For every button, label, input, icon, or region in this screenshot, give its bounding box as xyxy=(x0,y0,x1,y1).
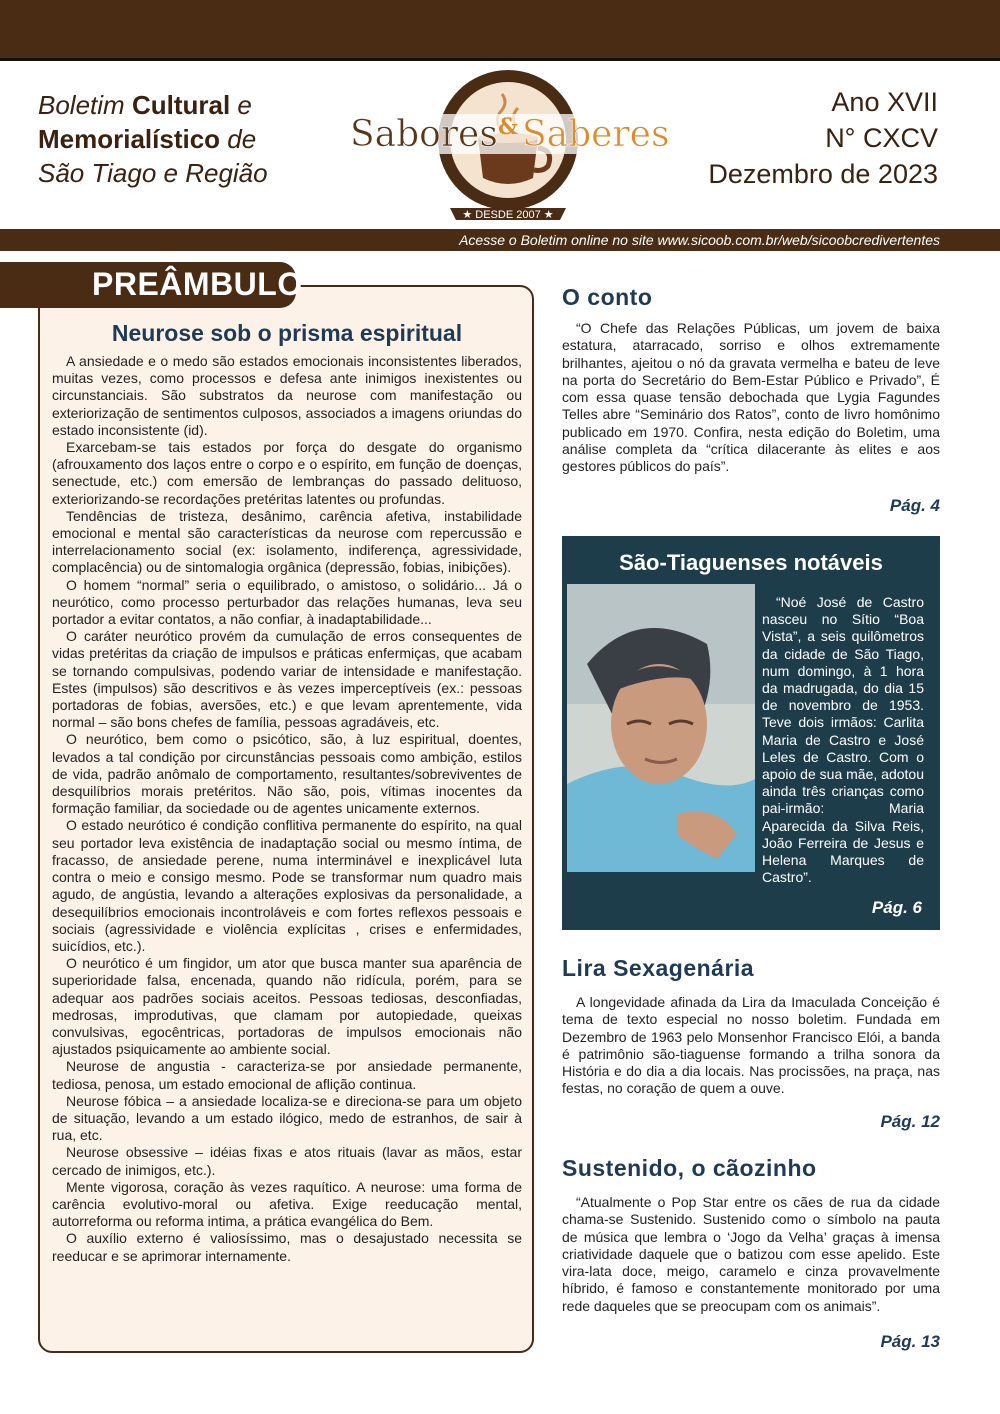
notaveis-title: São-Tiaguenses notáveis xyxy=(619,550,883,575)
lira-page-link[interactable]: Pág. 12 xyxy=(880,1112,940,1131)
masthead-line2-end: de xyxy=(227,124,257,154)
conto-title: O conto xyxy=(562,284,653,310)
preambulo-label: PREÂMBULO xyxy=(92,266,303,302)
paragraph: Neurose obsessive – idéias fixas e atos rituais (lavar as mãos, estar cercado de inimigos, etc.). xyxy=(52,1144,522,1178)
notaveis-page-link[interactable]: Pág. 6 xyxy=(871,898,922,917)
logo-ampersand: & xyxy=(498,114,518,140)
portrait-photo xyxy=(567,584,755,872)
paragraph: Neurose fóbica – a ansiedade localiza-se e direciona-se para um objeto de situação, levando a um estado ilógico, medo de estranhos, de sair à rua, etc. xyxy=(52,1092,522,1144)
conto-body xyxy=(562,320,940,476)
paragraph: A ansiedade e o medo são estados emocionais inconsistentes liberados, muitas vezes, como processos e defesa ante inimigos inexistentes ou circunstanciais. São substratos da neurose com manifestação ou exteriorização de sentimentos culposos, associados a imagens oriundas do estado inconsistente (id). xyxy=(52,353,522,438)
lira-body xyxy=(562,994,940,1098)
site-link[interactable]: Acesse o Boletim online no site www.sicoob.com.br/web/sicoobcredivertentes xyxy=(459,232,940,248)
paragraph: Neurose de angustia - caracteriza-se por ansiedade permanente, tediosa, penosa, um estado emocional de aflição continua. xyxy=(52,1058,522,1092)
paragraph: O caráter neurótico provém da cumulação de erros consequentes de vidas pretéritas da criação de impulsos e práticas enfermiças, que acabam se tornando compulsivas, podendo variar de intensidade e manifestação. Estes (impulsos) são descritivos e às vezes imperceptíveis (ex.: pessoas portadoras de fobias, aversões, etc.) e que levam aprentemente, vida normal – são bons chefes de família, pessoas agradáveis, etc. xyxy=(52,628,522,731)
paragraph: O neurótico é um fingidor, um ator que busca manter sua aparência de superioridade falsa, encenada, quando não ridícula, porém, para se adequar aos padrões sociais aceitos. Pessoas tediosas, desconfiadas, medrosas, improdutivas, que clamam por autopiedade, queixas convulsivas, egocêntricas, portadoras de impulsos emocionais não ajustados psiquicamente ao ambiente social. xyxy=(52,955,522,1058)
preambulo-tab xyxy=(0,262,303,308)
top-decorative-band xyxy=(0,0,1000,58)
edition-date: Dezembro de 2023 xyxy=(708,159,938,189)
logo-word-saberes: Saberes xyxy=(522,114,670,155)
paragraph: O homem “normal” seria o equilibrado, o amistoso, o solidário... Já o neurótico, como processo perturbador das relações humanas, leva seu portador a evitar contatos, a não confiar, à inadaptabilidade... xyxy=(52,576,522,628)
masthead-line1-bold: Cultural xyxy=(131,90,231,120)
notaveis-text: “Noé José de Castro nasceu no Sítio “Boa Vista”, a seis quilômetros da cidade de São Tiago, num domingo, à 1 hora da madrugada, do dia 15 de novembro de 1953. Teve dois irmãos: Carlita Maria de Castro e José Leles de Castro. Com o apoio de sua mãe, adotou ainda três crianças como pai-irmão: Maria Aparecida da Silva Reis, João Ferreira de Jesus e Helena Marques de Castro”. xyxy=(762,594,924,886)
conto-page-link[interactable]: Pág. 4 xyxy=(889,496,940,515)
paragraph: Mente vigorosa, coração às vezes raquítico. A neurose: uma forma de carência evolutivo-moral ou afetiva. Exige reeducação mental, autorreforma ou reforma intima, a prática evangélica do Bem. xyxy=(52,1178,522,1230)
masthead-line1-italic: Boletim xyxy=(38,90,125,120)
paragraph: Exarcebam-se tais estados por força do desgate do organismo (afrouxamento dos laços entre o corpo e o espírito, em função de doenças, senectude, etc.) com emersão de lembranças do passado delituoso, exteriorizando-se recordações pretéritas latentes ou profundas. xyxy=(52,439,522,507)
masthead-line3: São Tiago e Região xyxy=(38,158,268,188)
sabores-saberes-logo xyxy=(338,68,678,222)
sustenido-text: “Atualmente o Pop Star entre os cães de rua da cidade chama-se Sustenido. Sustenido como o símbolo na pauta de música que lembra o ‘Jogo da Velha’ graças à imensa criatividade daquele que o batizou com esse apelido. Este vira-lata doce, meigo, caramelo e cinza provavelmente híbrido, é famoso e constantemente monitorado por uma rede daqueles que se preocupam com os animais”. xyxy=(562,1194,940,1314)
paragraph: O estado neurótico é condição conflitiva permanente do espírito, na qual seu portador leva existência de inadaptação social ou mesmo íntima, de fracasso, de ansiedade perene, numa interminável e inexplicável luta contra o meio e consigo mesmo. Pode se transformar num quadro mais agudo, de angústia, levando a alterações explosivas da personalidade, a desequilíbrios emocionais incontroláveis e com fortes reflexos pessoais e sociais (agressividade e violência explícitas , crises e enfermidades, suicídios, etc.). xyxy=(52,817,522,954)
logo-word-sabores: Sabores xyxy=(350,114,498,155)
masthead-line2-bold: Memorialístico xyxy=(38,124,221,154)
sustenido-page-link[interactable]: Pág. 13 xyxy=(880,1332,940,1351)
masthead-title xyxy=(38,88,338,190)
sustenido-body xyxy=(562,1194,940,1315)
lira-title: Lira Sexagenária xyxy=(562,955,755,981)
preambulo-title: Neurose sob o prisma espiritual xyxy=(111,320,463,346)
edition-year: Ano XVII xyxy=(831,87,938,117)
lira-text: A longevidade afinada da Lira da Imaculada Conceição é tema de texto especial no nosso boletim. Fundada em Dezembro de 1963 pelo Monsenhor Francisco Elói, a banda é patrimônio são-tiaguense formando a trilha sonora da História e do dia a dia locais. Nas procissões, na praça, nas festas, no coração de quem a ouve. xyxy=(562,994,940,1097)
top-divider xyxy=(0,58,1000,61)
conto-text: “O Chefe das Relações Públicas, um jovem de baixa estatura, atarracado, sorriso e olhos extremamente brilhantes, ajeitou o nó da gravata vermelha e bateu de leve na porta do Secretário do Bem-Estar Público e Privado”, É com essa quase tensão debochada que Lygia Fagundes Telles abre “Seminário dos Ratos”, conto de livro homônimo publicado em 1970. Confira, nesta edição do Boletim, uma análise completa da “crítica dilacerante às elites e aos gestores públicos do país”. xyxy=(562,320,940,475)
preambulo-body xyxy=(52,353,522,1265)
masthead-line1-end: e xyxy=(237,90,252,120)
logo-since: ★ DESDE 2007 ★ xyxy=(462,209,554,221)
notaveis-body xyxy=(762,594,924,886)
paragraph: O auxílio externo é valiosíssimo, mas o desajustado necessita se reeducar e se aprimorar internamente. xyxy=(52,1230,522,1264)
sustenido-title: Sustenido, o cãozinho xyxy=(562,1155,817,1181)
edition-number: N° CXCV xyxy=(825,123,938,153)
paragraph: Tendências de tristeza, desânimo, carência afetiva, instabilidade emocional e mental são características da neurose com repercussão e interrelacionamento social (ex: isolamento, indiferença, agressividade, complacência) ou de sintomalogia orgânica (depressão, fobias, inibições). xyxy=(52,507,522,576)
edition-info xyxy=(708,84,938,192)
paragraph: O neurótico, bem como o psicótico, são, à luz espiritual, doentes, levados a tal condição por circunstâncias pessoais como ambição, estilos de vida, padrão anômalo de comportamento, resultantes/sobreviventes de desquilíbrios morais pretéritos. Não são, pois, vítimas inocentes da formação familiar, da sociedade ou de agentes unicamente externos. xyxy=(52,731,522,817)
